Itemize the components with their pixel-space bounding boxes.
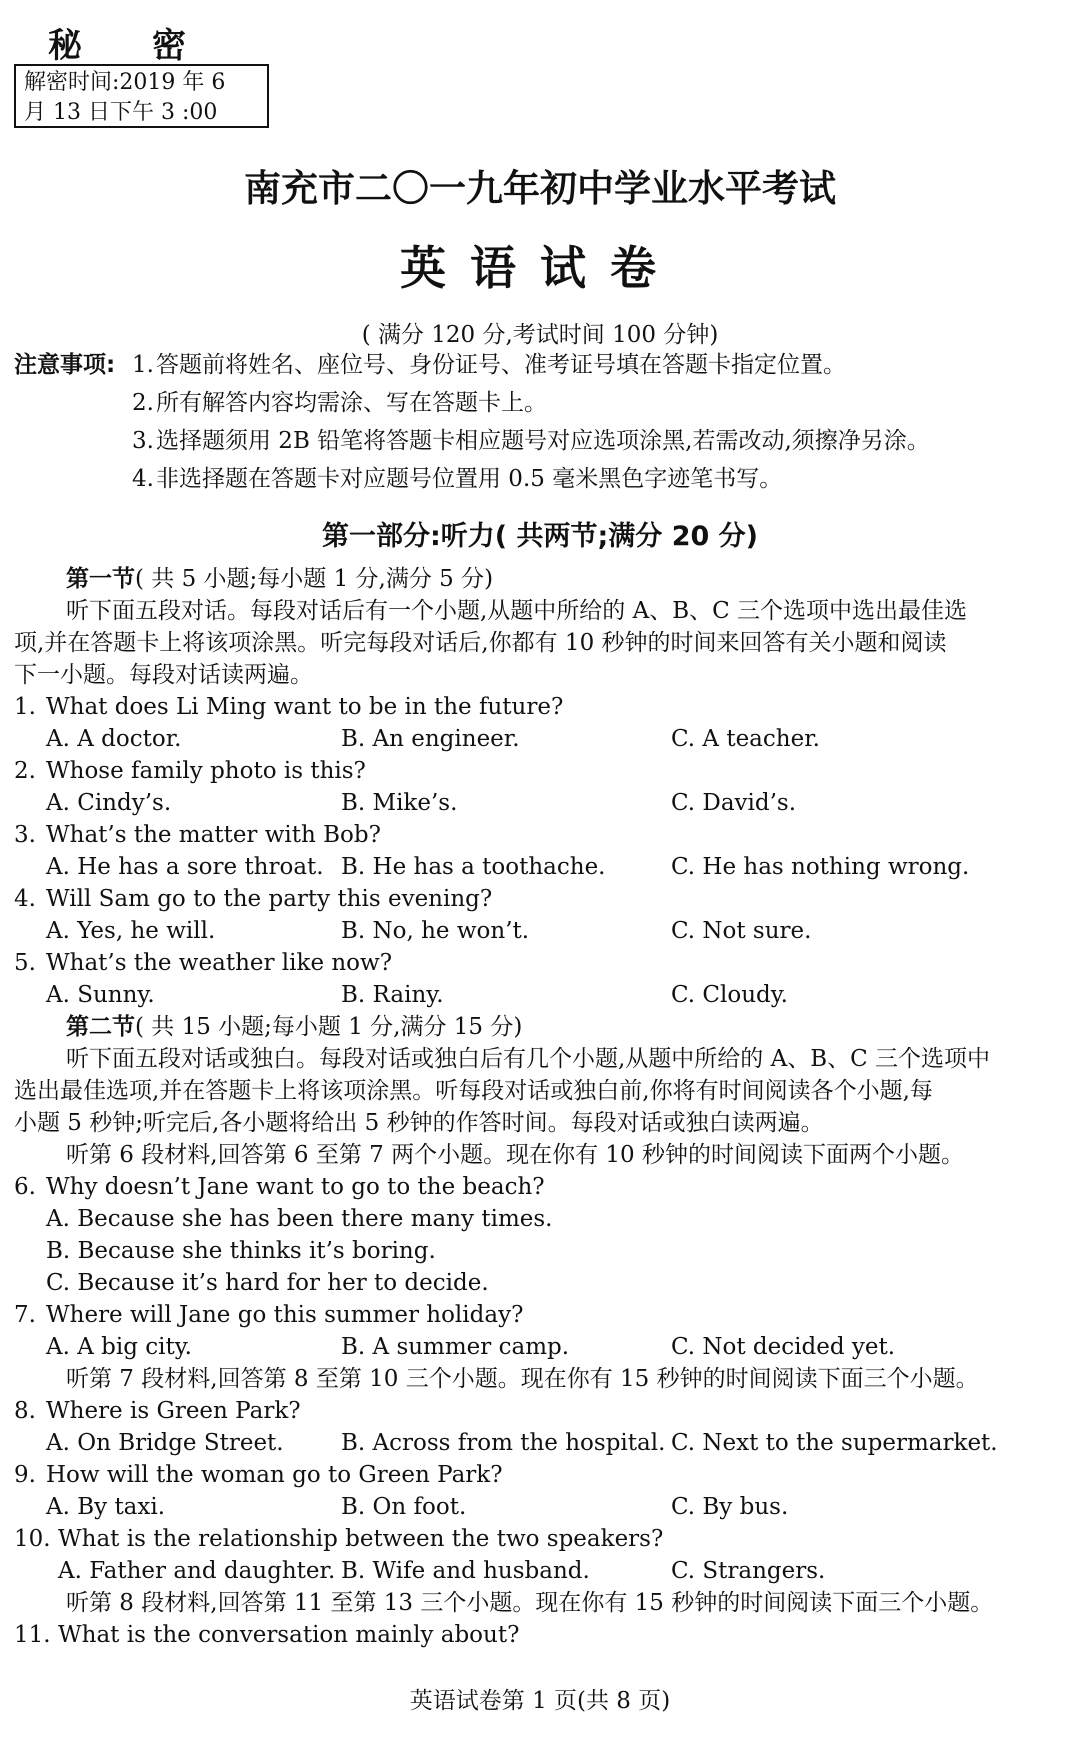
question-number: 1. (14, 694, 36, 720)
notes-label: 注意事项: (14, 352, 116, 378)
part1-title: 第一部分:听力( 共两节;满分 20 分) (321, 521, 759, 552)
option-a: A. Father and daughter. (58, 1558, 336, 1584)
note-text: 所有解答内容均需涂、写在答题卡上。 (156, 390, 547, 416)
section1-instruction: 下一小题。每段对话读两遍。 (14, 662, 313, 688)
question-7 (14, 1299, 1070, 1331)
note-item (14, 384, 1064, 422)
secret-mark: 秘密 (48, 26, 256, 66)
option-c: C. Cloudy. (671, 982, 788, 1008)
question-1 (14, 691, 1070, 723)
question-text: Whose family photo is this? (46, 758, 366, 784)
note-text: 非选择题在答题卡对应题号位置用 0.5 毫米黑色字迹笔书写。 (156, 466, 783, 492)
release-time-box (14, 64, 269, 128)
section2-instruction: 小题 5 秒钟;听完后,各小题将给出 5 秒钟的作答时间。每段对话或独白读两遍。 (14, 1110, 824, 1136)
section1-desc: ( 共 5 小题;每小题 1 分,满分 5 分) (135, 566, 494, 592)
option-a: A. A big city. (46, 1334, 192, 1360)
note-item (14, 460, 1064, 498)
option-c: C. Because it’s hard for her to decide. (46, 1270, 489, 1296)
option-b: B. Because she thinks it’s boring. (46, 1238, 436, 1264)
note-text: 选择题须用 2B 铅笔将答题卡相应题号对应选项涂黑,若需改动,须擦净另涂。 (156, 428, 930, 454)
question-8 (14, 1395, 1070, 1427)
question-number: 6. (14, 1174, 36, 1200)
options-row (14, 787, 1070, 819)
question-text: Where will Jane go this summer holiday? (46, 1302, 524, 1328)
options-row (14, 1427, 1070, 1459)
option-c: C. Not sure. (671, 918, 812, 944)
question-number: 9. (14, 1462, 36, 1488)
section2-label: 第二节 (66, 1014, 135, 1040)
option-b: B. Across from the hospital. (341, 1430, 666, 1456)
option-b: B. Rainy. (341, 982, 444, 1008)
question-11 (14, 1619, 1070, 1651)
question-text: What’s the matter with Bob? (46, 822, 381, 848)
option-c: C. A teacher. (671, 726, 820, 752)
exam-subtitle: 英语试卷 (400, 241, 680, 295)
option-b: B. Wife and husband. (341, 1558, 590, 1584)
option-c: C. Next to the supermarket. (671, 1430, 998, 1456)
note-number: 2. (132, 390, 154, 416)
option-c: C. By bus. (671, 1494, 789, 1520)
options-row (14, 1555, 1070, 1587)
option-c: C. David’s. (671, 790, 797, 816)
question-text: Where is Green Park? (46, 1398, 301, 1424)
option-b: B. No, he won’t. (341, 918, 530, 944)
option-b: B. An engineer. (341, 726, 520, 752)
full-mark-info: ( 满分 120 分,考试时间 100 分钟) (361, 322, 719, 348)
option-a: A. A doctor. (46, 726, 182, 752)
listening-section (14, 563, 1070, 1651)
note-number: 1. (132, 352, 154, 378)
release-time-line: 解密时间:2019 年 6 (24, 70, 226, 95)
question-number: 11. (14, 1622, 51, 1648)
section2-instruction: 选出最佳选项,并在答题卡上将该项涂黑。听每段对话或独白前,你将有时间阅读各个小题,每 (14, 1078, 933, 1104)
question-number: 5. (14, 950, 36, 976)
note-number: 3. (132, 428, 154, 454)
question-text: What is the relationship between the two speakers? (58, 1526, 664, 1552)
section1-header (14, 563, 1070, 595)
question-text: Why doesn’t Jane want to go to the beach? (46, 1174, 545, 1200)
question-number: 4. (14, 886, 36, 912)
option-b: B. He has a toothache. (341, 854, 606, 880)
options-row (14, 723, 1070, 755)
note-text: 答题前将姓名、座位号、身份证号、准考证号填在答题卡指定位置。 (156, 352, 846, 378)
question-9 (14, 1459, 1070, 1491)
question-text: What is the conversation mainly about? (58, 1622, 520, 1648)
question-4 (14, 883, 1070, 915)
question-text: What’s the weather like now? (46, 950, 393, 976)
question-5 (14, 947, 1070, 979)
question-number: 7. (14, 1302, 36, 1328)
material-instruction: 听第 6 段材料,回答第 6 至第 7 两个小题。现在你有 10 秒钟的时间阅读下面两个小题。 (66, 1142, 964, 1168)
question-number: 8. (14, 1398, 36, 1424)
exam-title: 南充市二〇一九年初中学业水平考试 (244, 167, 836, 210)
question-text: Will Sam go to the party this evening? (46, 886, 493, 912)
section2-header (14, 1011, 1070, 1043)
release-time-line: 月 13 日下午 3 :00 (24, 100, 218, 125)
option-b: B. Mike’s. (341, 790, 458, 816)
option-a: A. Sunny. (46, 982, 155, 1008)
section1-instruction: 项,并在答题卡上将该项涂黑。听完每段对话后,你都有 10 秒钟的时间来回答有关小题和阅读 (14, 630, 947, 656)
option-c: C. He has nothing wrong. (671, 854, 970, 880)
question-6 (14, 1171, 1070, 1203)
question-2 (14, 755, 1070, 787)
material-instruction: 听第 7 段材料,回答第 8 至第 10 三个小题。现在你有 15 秒钟的时间阅读下面三个小题。 (66, 1366, 979, 1392)
material-instruction: 听第 8 段材料,回答第 11 至第 13 三个小题。现在你有 15 秒钟的时间阅读下面三个小题。 (66, 1590, 994, 1616)
option-c: C. Strangers. (671, 1558, 826, 1584)
page-footer: 英语试卷第 1 页(共 8 页) (409, 1688, 671, 1714)
section1-label: 第一节 (66, 566, 135, 592)
options-row (14, 851, 1070, 883)
options-row (14, 979, 1070, 1011)
option-b: B. A summer camp. (341, 1334, 570, 1360)
question-number: 10. (14, 1526, 51, 1552)
option-a: A. On Bridge Street. (46, 1430, 284, 1456)
question-10 (14, 1523, 1070, 1555)
option-a: A. Because she has been there many times. (46, 1206, 553, 1232)
question-3 (14, 819, 1070, 851)
option-b: B. On foot. (341, 1494, 467, 1520)
note-number: 4. (132, 466, 154, 492)
options-row (14, 915, 1070, 947)
option-a: A. Cindy’s. (46, 790, 172, 816)
option-c: C. Not decided yet. (671, 1334, 896, 1360)
option-a: A. He has a sore throat. (46, 854, 324, 880)
question-text: How will the woman go to Green Park? (46, 1462, 503, 1488)
options-row (14, 1331, 1070, 1363)
option-a: A. Yes, he will. (46, 918, 216, 944)
question-number: 3. (14, 822, 36, 848)
question-text: What does Li Ming want to be in the future? (46, 694, 564, 720)
section2-desc: ( 共 15 小题;每小题 1 分,满分 15 分) (135, 1014, 523, 1040)
section2-instruction: 听下面五段对话或独白。每段对话或独白后有几个小题,从题中所给的 A、B、C 三个选项中 (66, 1046, 991, 1072)
note-item (14, 346, 1064, 384)
notes-section (14, 346, 1064, 498)
note-item (14, 422, 1064, 460)
option-a: A. By taxi. (46, 1494, 166, 1520)
options-row (14, 1491, 1070, 1523)
question-number: 2. (14, 758, 36, 784)
section1-instruction: 听下面五段对话。每段对话后有一个小题,从题中所给的 A、B、C 三个选项中选出最佳选 (66, 598, 968, 624)
